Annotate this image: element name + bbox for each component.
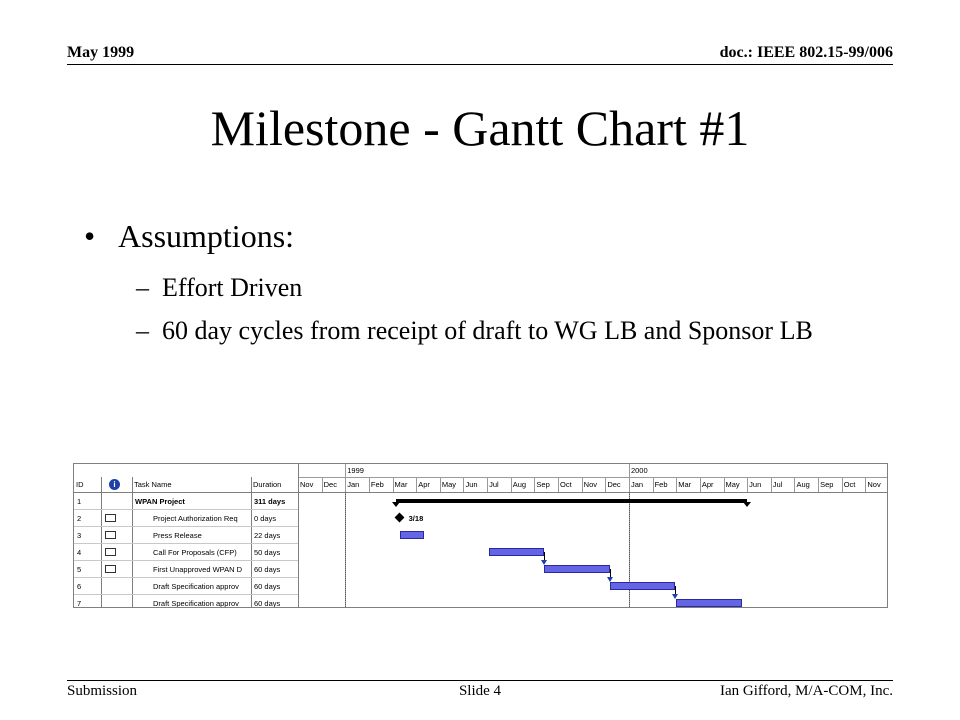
month-divider xyxy=(842,477,843,492)
task-bar xyxy=(676,599,742,607)
month-label: Jul xyxy=(489,480,499,489)
month-label: Feb xyxy=(654,480,668,489)
summary-bar xyxy=(396,499,747,503)
month-label: May xyxy=(441,480,456,489)
row-task-name: Draft Specification approv xyxy=(153,599,239,608)
month-divider xyxy=(653,477,654,492)
subpoint-text: Effort Driven xyxy=(162,273,303,302)
gantt-chart xyxy=(73,463,888,608)
month-divider xyxy=(440,477,441,492)
month-divider xyxy=(534,477,535,492)
col-divider xyxy=(298,464,299,608)
subpoint-1 xyxy=(136,271,303,305)
row-id: 5 xyxy=(77,565,82,574)
row-task-name: Project Authorization Req xyxy=(153,514,238,523)
row-id: 4 xyxy=(77,548,82,557)
month-label: Oct xyxy=(843,480,856,489)
row-task-name: First Unapproved WPAN D xyxy=(153,565,243,574)
header-rule xyxy=(67,64,893,65)
subpoint-dash: – xyxy=(136,316,149,345)
month-label: Aug xyxy=(512,480,527,489)
month-divider xyxy=(558,477,559,492)
month-label: Jan xyxy=(630,480,644,489)
month-divider xyxy=(700,477,701,492)
month-label: Mar xyxy=(394,480,408,489)
month-divider xyxy=(416,477,417,492)
row-id: 1 xyxy=(77,497,82,506)
row-task-name: Press Release xyxy=(153,531,202,540)
row-duration: 60 days xyxy=(254,582,281,591)
month-label: Sep xyxy=(536,480,550,489)
row-duration: 50 days xyxy=(254,548,281,557)
milestone-marker xyxy=(394,513,404,523)
subpoint-dash: – xyxy=(136,273,149,302)
bullet-text: Assumptions: xyxy=(118,218,295,254)
month-divider xyxy=(818,477,819,492)
footer-submission: Submission xyxy=(67,683,138,699)
footer-rule xyxy=(67,680,893,681)
row-duration: 60 days xyxy=(254,565,281,574)
row-id: 6 xyxy=(77,582,82,591)
summary-end-marker xyxy=(392,502,400,507)
year-label: 1999 xyxy=(347,466,364,475)
dependency-arrowhead xyxy=(607,577,613,582)
month-label: Jun xyxy=(749,480,762,489)
row-task-name: Call For Proposals (CFP) xyxy=(153,548,237,557)
month-label: Apr xyxy=(701,480,714,489)
month-divider xyxy=(582,477,583,492)
month-label: Apr xyxy=(418,480,430,489)
col-header-duration: Duration xyxy=(253,480,282,489)
month-label: Jan xyxy=(347,480,360,489)
slide-title: Milestone - Gantt Chart #1 xyxy=(210,100,750,156)
month-divider xyxy=(605,477,606,492)
row-duration: 0 days xyxy=(254,514,277,523)
dependency-arrowhead xyxy=(672,594,678,599)
month-label: Sep xyxy=(820,480,834,489)
header-date: May 1999 xyxy=(67,44,135,61)
year-boundary xyxy=(345,492,346,608)
note-icon xyxy=(105,548,116,556)
month-label: Mar xyxy=(678,480,692,489)
footer-author: Ian Gifford, M/A-COM, Inc. xyxy=(719,683,893,699)
bullet-symbol: • xyxy=(84,218,96,254)
month-label: Jun xyxy=(465,480,478,489)
row-duration: 311 days xyxy=(254,497,286,506)
task-bar xyxy=(544,565,610,573)
month-divider xyxy=(463,477,464,492)
month-label: Nov xyxy=(300,480,314,489)
row-id: 3 xyxy=(77,531,82,540)
header-doc-id: doc.: IEEE 802.15-99/006 xyxy=(719,44,893,61)
note-icon xyxy=(105,565,116,573)
row-duration: 60 days xyxy=(254,599,281,608)
month-divider xyxy=(724,477,725,492)
month-label: Jul xyxy=(772,480,783,489)
row-task-name: Draft Specification approv xyxy=(153,582,239,591)
month-divider xyxy=(511,477,512,492)
month-divider xyxy=(487,477,488,492)
task-bar xyxy=(610,582,675,590)
info-icon: i xyxy=(109,479,120,490)
dependency-arrowhead xyxy=(541,560,547,565)
month-divider xyxy=(771,477,772,492)
row-duration: 22 days xyxy=(254,531,281,540)
month-divider xyxy=(865,477,866,492)
month-label: Oct xyxy=(560,480,572,489)
month-divider xyxy=(322,477,323,492)
year-boundary xyxy=(629,492,630,608)
summary-end-marker xyxy=(743,502,751,507)
task-bar xyxy=(400,531,425,539)
note-icon xyxy=(105,514,116,522)
month-divider xyxy=(747,477,748,492)
month-label: Feb xyxy=(370,480,384,489)
subpoint-text: 60 day cycles from receipt of draft to WG LB and Sponsor LB xyxy=(162,316,813,345)
row-task-name: WPAN Project xyxy=(135,497,185,506)
month-label: Aug xyxy=(796,480,810,489)
year-divider xyxy=(298,477,888,478)
bullet-assumptions xyxy=(84,218,294,255)
month-label: Nov xyxy=(583,480,598,489)
month-divider xyxy=(794,477,795,492)
month-label: Nov xyxy=(867,480,881,489)
task-bar xyxy=(489,548,543,556)
note-icon xyxy=(105,531,116,539)
footer-slide-number: Slide 4 xyxy=(458,683,502,699)
month-label: May xyxy=(725,480,740,489)
month-divider xyxy=(676,477,677,492)
month-divider xyxy=(393,477,394,492)
row-id: 7 xyxy=(77,599,82,608)
subpoint-2 xyxy=(136,314,822,348)
year-label: 2000 xyxy=(630,466,648,475)
month-divider xyxy=(369,477,370,492)
col-header-id: ID xyxy=(76,480,84,489)
milestone-label: 3/18 xyxy=(408,514,424,523)
month-label: Dec xyxy=(607,480,621,489)
col-header-task: Task Name xyxy=(134,480,172,489)
row-id: 2 xyxy=(77,514,82,523)
month-label: Dec xyxy=(323,480,337,489)
